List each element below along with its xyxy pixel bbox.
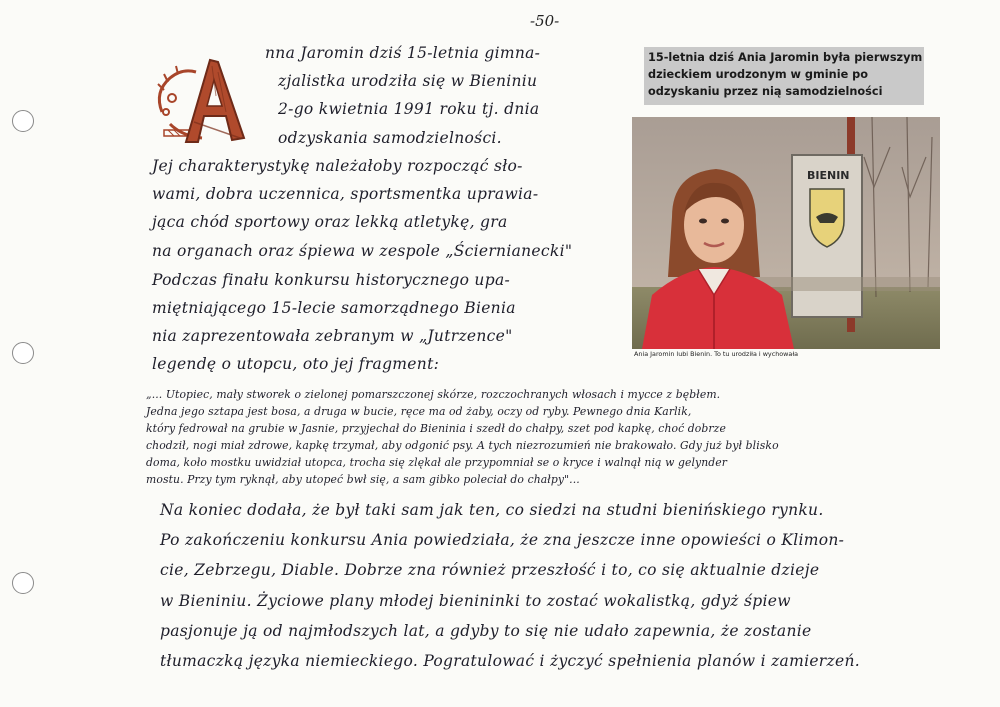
handwritten-line: pasjonuje ją od najmłodszych lat, a gdyby to się nie udało zapewnia, że zostanie	[160, 622, 812, 640]
clipping-photo	[632, 117, 940, 349]
punch-hole	[12, 342, 34, 364]
photo-illustration	[632, 117, 940, 349]
handwritten-line: w Bieniniu. Życiowe plany młodej bienininki to zostać wokalistką, gdyż śpiew	[160, 592, 791, 610]
quote-line: który fedrował na grubie w Jasnie, przyjechał do Bieninia i szedł do chałpy, szet pod kapkę, choć dobrze	[146, 422, 726, 435]
quote-line: Jedna jego sztapa jest bosa, a druga w bucie, ręce ma od żaby, oczy od ryby. Pewnego dnia Karlik,	[146, 405, 692, 418]
punch-hole	[12, 572, 34, 594]
handwritten-line: jąca chód sportowy oraz lekką atletykę, gra	[152, 213, 508, 231]
handwritten-line: tłumaczką języka niemieckiego. Pogratulować i życzyć spełnienia planów i zamierzeń.	[160, 652, 860, 670]
handwritten-line: cie, Zebrzegu, Diable. Dobrze zna również przeszłość i to, co się aktualnie dzieje	[160, 561, 820, 579]
handwritten-line: miętniającego 15-lecie samorządnego Bienia	[152, 299, 516, 317]
handwritten-line: zjalistka urodziła się w Bieniniu	[278, 72, 538, 90]
punch-hole	[12, 110, 34, 132]
clipping-headline: 15-letnia dziś Ania Jaromin była pierwszym dzieckiem urodzonym w gminie po odzyskaniu przez nią samodzielności	[648, 51, 923, 98]
handwritten-line: nna Jaromin dziś 15-letnia gimna-	[265, 44, 541, 62]
handwritten-line: Jej charakterystykę należałoby rozpocząć sło-	[152, 157, 523, 175]
handwritten-line: nia zaprezentowała zebranym w „Jutrzence"	[152, 327, 513, 345]
handwritten-line: wami, dobra uczennica, sportsmentka uprawia-	[152, 185, 539, 203]
handwritten-line: na organach oraz śpiewa w zespole „Ściernianecki"	[152, 242, 573, 260]
handwritten-line: odzyskania samodzielności.	[278, 129, 502, 147]
handwritten-line: 2-go kwietnia 1991 roku tj. dnia	[278, 100, 540, 118]
photo-caption: Ania Jaromin lubi Bienin. To tu urodziła i wychowała	[634, 350, 799, 358]
handwritten-line: legendę o utopcu, oto jej fragment:	[152, 355, 440, 373]
quote-line: chodził, nogi miał zdrowe, kapkę trzymał, aby odgonić psy. A tych niezrozumień nie brakowało. Gdy już był blisko	[146, 439, 779, 452]
page-number: -50-	[530, 12, 560, 30]
newspaper-clipping	[632, 47, 940, 365]
handwritten-line: Podczas finału konkursu historycznego upa-	[152, 271, 511, 289]
quote-line: „... Utopiec, mały stworek o zielonej pomarszczonej skórze, rozczochranych włosach i mycce z bębłem.	[146, 388, 721, 401]
sign-text: BIENIN	[807, 169, 850, 182]
quote-line: doma, koło mostku uwidział utopca, trocha się zlękał ale przypomniał se o kryce i walnął nią w gelynder	[146, 456, 728, 469]
decorated-initial-a	[152, 52, 252, 148]
handwritten-line: Po zakończeniu konkursu Ania powiedziała, że zna jeszcze inne opowieści o Klimon-	[160, 531, 845, 549]
handwritten-line: Na koniec dodała, że był taki sam jak ten, co siedzi na studni bienińskiego rynku.	[160, 501, 824, 519]
quote-line: mostu. Przy tym ryknął, aby utopeć bwł się, a sam gibko poleciał do chałpy"...	[146, 473, 580, 486]
